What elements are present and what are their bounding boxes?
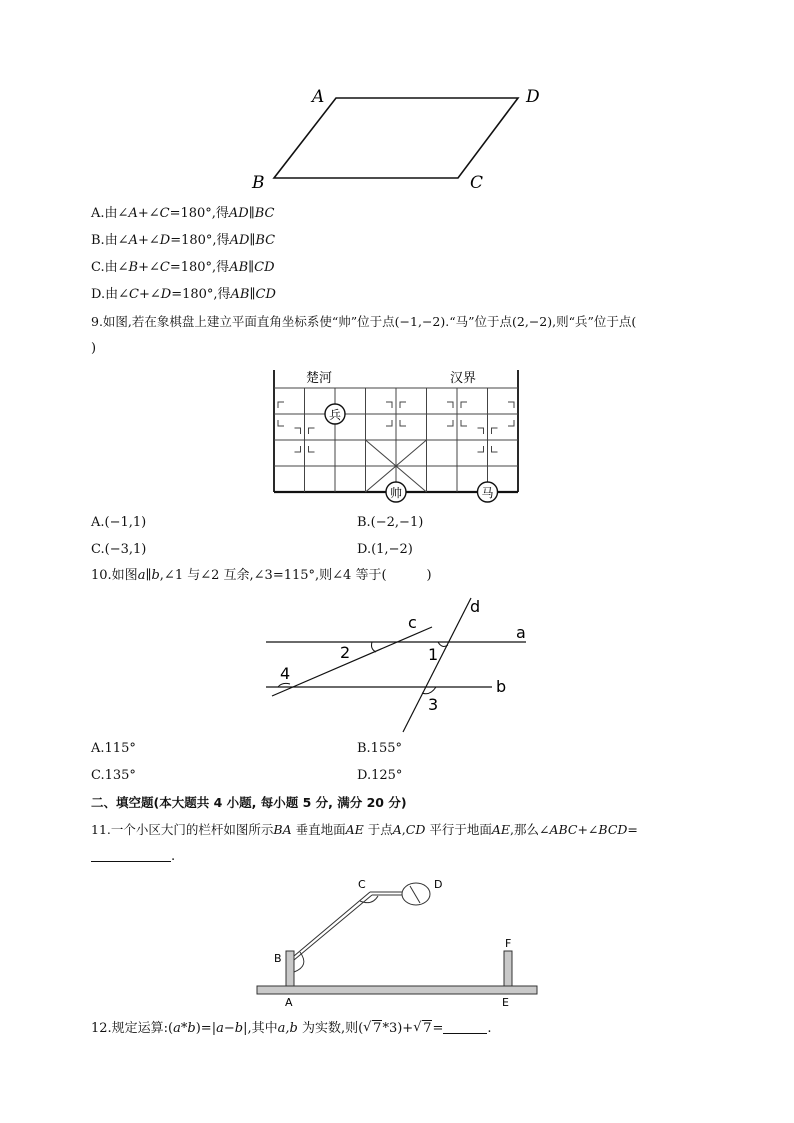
label-d: d — [470, 597, 481, 616]
option-text: =180°,得 — [171, 287, 231, 302]
option-text: +∠ — [138, 260, 160, 275]
river-label-left: 楚河 — [306, 371, 333, 386]
q10-stem — [91, 568, 432, 584]
angle-var: C — [159, 206, 170, 221]
angle-label-1: 1 — [428, 645, 439, 664]
line-var: CD — [254, 260, 275, 275]
angle-var: C — [159, 260, 170, 275]
line-var: AD — [228, 206, 249, 221]
q11-text: , — [401, 822, 406, 837]
option-text: =180°,得 — [169, 260, 230, 275]
angle-arc-1 — [438, 642, 448, 646]
q8-option-a[interactable] — [91, 206, 275, 222]
q12-text: 为实数,则( — [297, 1021, 364, 1036]
line-var: AE — [491, 822, 510, 837]
section-heading: 二、填空题(本大题共 4 小题, 每小题 5 分, 满分 20 分) — [91, 795, 407, 810]
vertex-label-a: A — [312, 87, 325, 107]
line-var: CD — [255, 287, 276, 302]
point-label-d: D — [434, 878, 443, 891]
q11-stem — [91, 822, 638, 838]
answer-space[interactable] — [387, 569, 427, 581]
vertex-label-c: C — [470, 173, 484, 193]
q12-text: . — [487, 1021, 492, 1036]
label-b: b — [496, 677, 507, 696]
angle-var: D — [160, 287, 172, 302]
line-var: AE — [345, 822, 364, 837]
q8-option-c[interactable] — [91, 260, 275, 276]
option-text: 由∠ — [105, 287, 129, 302]
q9-option-a[interactable]: A.(−1,1) — [91, 515, 147, 530]
angle-var: B — [128, 260, 139, 275]
q12-text: * — [180, 1021, 188, 1036]
parallel-sign: ∥ — [145, 568, 152, 583]
radicand: 7 — [373, 1021, 382, 1036]
river-label-right: 汉界 — [450, 371, 477, 386]
piece-bing — [325, 404, 345, 424]
angle-label-2: 2 — [340, 643, 351, 662]
option-text: =180°,得 — [170, 233, 230, 248]
q12-text: = — [432, 1021, 444, 1036]
point-label-e: E — [502, 996, 509, 1009]
angle-var: A — [128, 206, 138, 221]
q8-option-d[interactable] — [91, 287, 276, 303]
q10-option-c[interactable]: C.135° — [91, 768, 136, 783]
q12-stem — [91, 1021, 492, 1037]
arm-bc — [294, 892, 370, 956]
q11-text: 11.一个小区大门的栏杆如图所示 — [91, 822, 274, 837]
q11-text: ,那么∠ — [509, 822, 550, 837]
answer-blank[interactable] — [91, 849, 171, 862]
answer-blank[interactable] — [443, 1021, 487, 1034]
point-label-c: C — [358, 878, 366, 891]
var: a — [216, 1021, 224, 1036]
point-label-b: B — [274, 952, 282, 965]
line-var: CD — [405, 822, 426, 837]
angle-var: A — [128, 233, 138, 248]
ground-bar — [257, 986, 537, 994]
piece-ma — [478, 482, 498, 502]
var: b — [234, 1021, 244, 1036]
line-var: AB — [230, 287, 250, 302]
counterweight — [402, 883, 430, 905]
option-text: 由∠ — [104, 260, 129, 275]
parallel-sign: ∥ — [248, 206, 255, 221]
point-label-a: A — [285, 996, 293, 1009]
option-letter: B. — [91, 233, 105, 248]
q12-text: 12.规定运算:( — [91, 1021, 174, 1036]
parallelogram-figure — [240, 82, 560, 194]
gate-barrier-figure — [250, 874, 546, 1010]
q11-text: 于点 — [363, 822, 393, 837]
line-var: BC — [255, 233, 276, 248]
angle-label-3: 3 — [428, 695, 439, 714]
parallel-lines-figure — [260, 592, 540, 740]
angle-var: ABC — [549, 822, 578, 837]
q12-text: *3)+ — [382, 1021, 414, 1036]
q11-text: +∠ — [577, 822, 599, 837]
parallel-sign: ∥ — [249, 287, 256, 302]
parallel-sign: ∥ — [248, 260, 255, 275]
q10-option-d[interactable]: D.125° — [357, 768, 403, 783]
q12-text: |,其中 — [243, 1021, 278, 1036]
parallelogram-shape — [274, 98, 518, 178]
piece-shuai-label: 帅 — [389, 486, 403, 500]
var: a — [173, 1021, 181, 1036]
q9-option-c[interactable]: C.(−3,1) — [91, 542, 147, 557]
post-f — [504, 951, 512, 986]
q9-stem-line2: ) — [91, 341, 97, 356]
angle-var: BCD — [598, 822, 628, 837]
piece-bing-label: 兵 — [328, 408, 342, 422]
option-text: 由∠ — [104, 206, 129, 221]
q11-text: . — [171, 849, 176, 864]
q10-option-b[interactable]: B.155° — [357, 741, 402, 756]
q10-option-a[interactable]: A.115° — [91, 741, 136, 756]
vertex-label-b: B — [252, 173, 265, 193]
line-var: a — [137, 568, 146, 583]
line-var: b — [151, 568, 160, 583]
q9-option-b[interactable]: B.(−2,−1) — [357, 515, 424, 530]
q9-stem-line1: 9.如图,若在象棋盘上建立平面直角坐标系使“帅”位于点(−1,−2).“马”位于点(2,−2),则“兵”位于点( — [91, 314, 637, 329]
q8-option-b[interactable] — [91, 233, 275, 249]
line-var: AB — [229, 260, 249, 275]
parallel-sign: ∥ — [249, 233, 256, 248]
var: a,b — [277, 1021, 298, 1036]
q11-answer-line — [91, 849, 175, 865]
option-text: =180°,得 — [169, 206, 229, 221]
var: b — [187, 1021, 196, 1036]
q10-text: ,∠1 与∠2 互余,∠3=115°,则∠4 等于( — [159, 568, 387, 583]
q10-text: ) — [426, 568, 432, 583]
angle-var: D — [159, 233, 171, 248]
radicand: 7 — [423, 1021, 432, 1036]
label-c: c — [408, 613, 417, 632]
q12-text: − — [223, 1021, 235, 1036]
vertex-label-d: D — [526, 87, 540, 107]
sqrt-symbol — [413, 1021, 432, 1037]
option-letter: D. — [91, 287, 106, 302]
line-var: BA — [273, 822, 292, 837]
q10-text: 10.如图 — [91, 568, 138, 583]
option-text: +∠ — [138, 287, 161, 302]
option-letter: C. — [91, 260, 105, 275]
line-c — [272, 627, 432, 696]
q11-text: 垂直地面 — [291, 822, 346, 837]
q11-text: 平行于地面 — [425, 822, 492, 837]
line-var: AD — [229, 233, 250, 248]
option-text: +∠ — [137, 206, 160, 221]
chessboard-figure — [268, 364, 524, 508]
option-text: 由∠ — [104, 233, 129, 248]
q11-text: = — [627, 822, 638, 837]
angle-var: C — [129, 287, 139, 302]
label-a: a — [516, 623, 526, 642]
option-letter: A. — [91, 206, 105, 221]
q12-text: )=| — [195, 1021, 217, 1036]
piece-ma-label: 马 — [481, 486, 494, 500]
line-var: BC — [254, 206, 275, 221]
point-label-f: F — [505, 937, 512, 950]
angle-arc-2 — [372, 642, 377, 652]
post-ba — [286, 951, 294, 986]
piece-shuai — [386, 482, 406, 502]
option-text: +∠ — [137, 233, 160, 248]
sqrt-symbol — [363, 1021, 382, 1037]
point-var: A — [392, 822, 402, 837]
angle-label-4: 4 — [280, 664, 291, 683]
q9-option-d[interactable]: D.(1,−2) — [357, 542, 413, 557]
